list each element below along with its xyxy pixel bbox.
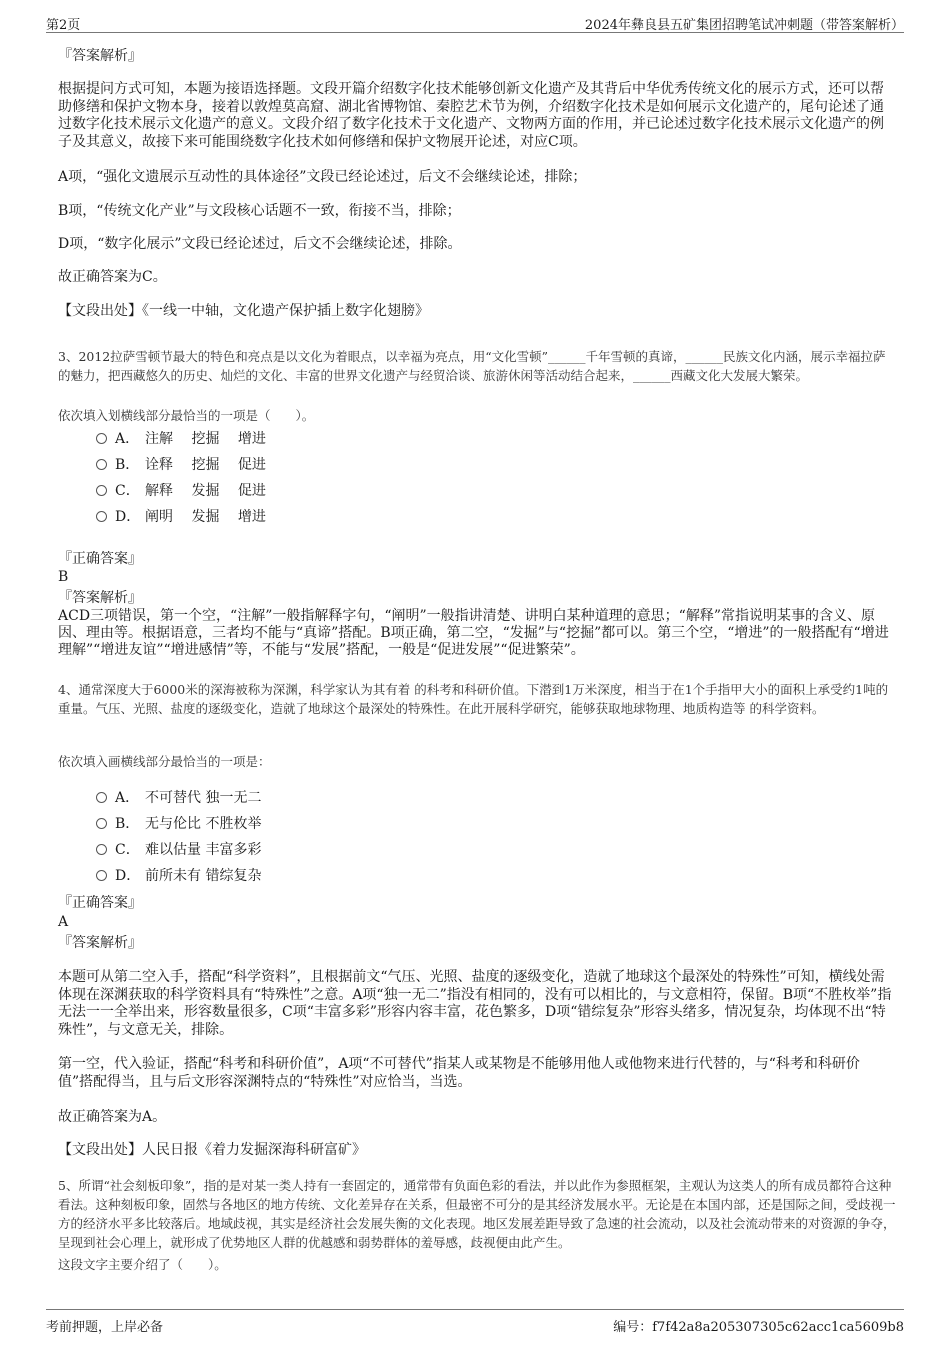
page-number: 第2页 (46, 18, 81, 33)
radio-button-icon[interactable] (96, 792, 107, 803)
page-header (46, 10, 904, 33)
q2-line-a: A项，“强化文遗展示互动性的具体途径”文段已经论述过，后文不会继续论述，排除； (58, 169, 587, 185)
q3-option-d[interactable] (96, 507, 266, 527)
document-id: 编号：f7f42a8a205307305c62acc1ca5609b8 (613, 1320, 904, 1335)
q4-option-c[interactable] (96, 840, 261, 860)
q3-prompt: 依次填入划横线部分最恰当的一项是（ ）。 (58, 408, 315, 423)
q3-answer-heading: 『正确答案』 (58, 551, 142, 567)
option-label: A． (115, 790, 140, 806)
option-text: 无与伦比 不胜枚举 (145, 816, 262, 832)
q2-line-d: D项，“数字化展示”文段已经论述过，后文不会继续论述，排除。 (58, 236, 462, 252)
q5-stem: 5、所谓“社会刻板印象”，指的是对某一类人持有一套固定的，通常带有负面色彩的看法，并以此作为参照框架，主观认为这类人的所有成员都符合这种看法。这种刻板印象，固然与各地区的地方传统、文化差异存在关系，但最密不可分的是其经济发展水平。无论是在本国内部，还是国际之间，受歧视一方的经济水平多比较落后。地域歧视，其实是经济社会发展失衡的文化表现。地区发展差距导致了急速的社会流动，以及社会流动带来的对资源的争夺，呈现到社会心理上，就形成了优势地区人群的优越感和弱势群体的羞辱感，歧视便由此产生。 (58, 1178, 896, 1250)
option-text: 诠释 挖掘 促进 (145, 457, 266, 473)
q3-option-a[interactable] (96, 429, 266, 449)
option-label: A． (115, 431, 140, 447)
q2-analysis-paragraph: 根据提问方式可知，本题为接语选择题。文段开篇介绍数字化技术能够创新文化遗产及其背后中华优秀传统文化的展示方式，还可以帮助修缮和保护文物本身，接着以敦煌莫高窟、湖北省博物馆、秦腔艺术节为例，介绍数字化技术是如何展示文化遗产的，尾句论述了通过数字化技术展示文化遗产的意义。文段介绍了数字化技术于文化遗产、文物两方面的作用，并已论述过数字化技术展示文化遗产的例子及其意义，故接下来可能围绕数字化技术如何修缮和保护文物展开论述，对应C项。 (58, 81, 884, 150)
footer-slogan: 考前押题，上岸必备 (46, 1320, 164, 1335)
q4-stem: 4、通常深度大于6000米的深海被称为深渊，科学家认为其有着 的科考和科研价值。下潜到1万米深度，相当于在1个手指甲大小的面积上承受约1吨的重量。气压、光照、盐度的逐级变化，造就了地球这个最深处的特殊性。在此开展科学研究，能够获取地球物理、地质构造等 的科学资料。 (58, 682, 889, 716)
q4-analysis-p1: 本题可从第二空入手，搭配“科学资料”，且根据前文“气压、光照、盐度的逐级变化，造就了地球这个最深处的特殊性”可知，横线处需体现在深渊获取的科学资料具有“特殊性”之意。A项“独一无二”指没有相同的，没有可以相比的，与文意相符，保留。B项“不胜枚举”指无法一一全举出来，形容数量很多，C项“丰富多彩”形容内容丰富，花色繁多，D项“错综复杂”形容头绪多，情况复杂，均体现不出“特殊性”，与文意无关，排除。 (58, 969, 892, 1038)
radio-button-icon[interactable] (96, 818, 107, 829)
q3-analysis: ACD三项错误，第一个空，“注解”一般指解释字句，“阐明”一般指讲清楚、讲明白某种道理的意思；“解释”常指说明某事的含义、原因、理由等。根据语意，三者均不能与“真谛”搭配。B项正确，第二空，“发掘”与“挖掘”都可以。第三个空，“增进”的一般搭配有“增进理解”“增进友谊”“增进感情”等，不能与“发展”搭配，一般是“促进发展”“促进繁荣”。 (58, 608, 889, 658)
q4-analysis-heading: 『答案解析』 (58, 935, 142, 951)
radio-button-icon[interactable] (96, 870, 107, 881)
q3-answer: B (58, 569, 69, 585)
q3-option-b[interactable] (96, 455, 266, 475)
q4-option-a[interactable] (96, 788, 261, 808)
option-text: 前所未有 错综复杂 (145, 868, 262, 884)
option-text: 不可替代 独一无二 (145, 790, 262, 806)
q5-prompt: 这段文字主要介绍了（ ）。 (58, 1257, 227, 1272)
option-label: B． (115, 457, 140, 473)
document-title: 2024年彝良县五矿集团招聘笔试冲刺题（带答案解析） (584, 18, 904, 33)
q3-stem: 3、2012拉萨雪顿节最大的特色和亮点是以文化为着眼点，以幸福为亮点，用“文化雪顿”______千年雪顿的真谛，______民族文化内涵，展示幸福拉萨的魅力，把西藏悠久的历史、灿烂的文化、丰富的世界文化遗产与经贸洽谈、旅游休闲等活动结合起来，______西藏文化大发展大繁荣。 (58, 349, 886, 383)
q4-option-d[interactable] (96, 866, 261, 886)
q2-line-b: B项，“传统文化产业”与文段核心话题不一致，衔接不当，排除； (58, 203, 461, 219)
q2-source: 【文段出处】《一线一中轴，文化遗产保护插上数字化翅膀》 (58, 303, 429, 319)
option-text: 难以估量 丰富多彩 (145, 842, 262, 858)
option-text: 阐明 发掘 增进 (145, 509, 266, 525)
q4-option-b[interactable] (96, 814, 261, 834)
option-label: D． (115, 509, 141, 525)
option-label: C． (115, 483, 140, 499)
radio-button-icon[interactable] (96, 844, 107, 855)
q2-analysis-heading: 『答案解析』 (58, 48, 142, 64)
page-footer (46, 1309, 904, 1336)
q3-analysis-heading: 『答案解析』 (58, 590, 142, 606)
q4-answer-heading: 『正确答案』 (58, 895, 142, 911)
radio-button-icon[interactable] (96, 459, 107, 470)
q3-option-c[interactable] (96, 481, 266, 501)
option-label: D． (115, 868, 141, 884)
q4-prompt: 依次填入画横线部分最恰当的一项是： (58, 754, 271, 769)
q4-answer: A (58, 914, 69, 930)
q4-source: 【文段出处】人民日报《着力发掘深海科研富矿》 (58, 1142, 366, 1158)
radio-button-icon[interactable] (96, 511, 107, 522)
radio-button-icon[interactable] (96, 433, 107, 444)
q4-conclusion: 故正确答案为A。 (58, 1109, 167, 1125)
option-text: 解释 发掘 促进 (145, 483, 266, 499)
q4-analysis-p2: 第一空，代入验证，搭配“科考和科研价值”，A项“不可替代”指某人或某物是不能够用他人或他物来进行代替的，与“科考和科研价值”搭配得当，且与后文形容深渊特点的“特殊性”对应恰当，当选。 (58, 1056, 860, 1090)
option-text: 注解 挖掘 增进 (145, 431, 266, 447)
option-label: B． (115, 816, 140, 832)
q2-conclusion: 故正确答案为C。 (58, 269, 167, 285)
option-label: C． (115, 842, 140, 858)
radio-button-icon[interactable] (96, 485, 107, 496)
